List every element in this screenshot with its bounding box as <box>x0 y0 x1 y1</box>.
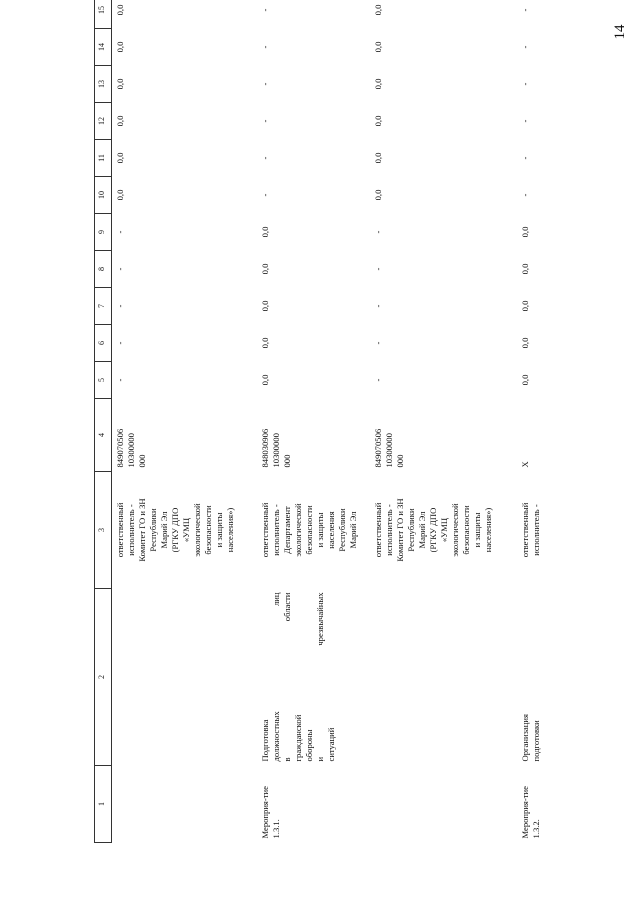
executor-line: безопасности <box>203 505 213 555</box>
table-header-row <box>95 0 112 843</box>
value-cell: - <box>260 193 270 197</box>
col-header-11: 11 <box>95 140 112 177</box>
value-cell: - <box>115 341 125 345</box>
event-name-cell <box>112 589 258 766</box>
value-cell: 0,0 <box>373 41 383 53</box>
value-cell: 0,0 <box>520 263 530 275</box>
executor-cell <box>257 472 370 589</box>
value-cell: - <box>115 267 125 271</box>
value-cell: 0,0 <box>520 337 530 349</box>
executor-line: Комитет ГО и ЗН <box>137 498 147 562</box>
value-cell: - <box>520 193 530 197</box>
budget-code-cell <box>257 399 370 472</box>
value-cell: 0,0 <box>520 226 530 238</box>
value-cell: - <box>373 304 383 308</box>
value-cell: 0,0 <box>260 374 270 386</box>
event-name-line: и чрезвычайных <box>315 592 325 762</box>
event-name-line: подготовки <box>531 720 541 762</box>
executor-line: «УМЦ <box>181 517 191 543</box>
value-cell: 0,0 <box>260 337 270 349</box>
col-header-15: 15 <box>95 0 112 29</box>
value-cell: - <box>260 156 270 160</box>
executor-line: Республики <box>337 508 347 552</box>
budget-code-line: 848030906 <box>260 428 270 468</box>
table-row <box>517 0 560 843</box>
value-cell: - <box>260 119 270 123</box>
executor-cell <box>517 472 560 589</box>
executor-line: Марий Эл <box>159 511 169 549</box>
col-header-8: 8 <box>95 251 112 288</box>
event-name-cell <box>517 589 560 766</box>
value-cell: 0,0 <box>115 78 125 90</box>
value-cell: - <box>520 82 530 86</box>
value-cell: - <box>520 8 530 12</box>
col-header-10: 10 <box>95 177 112 214</box>
executor-line: населения <box>326 511 336 549</box>
col-header-13: 13 <box>95 66 112 103</box>
event-name-line: должностных лиц <box>271 592 281 762</box>
value-cell: 0,0 <box>373 152 383 164</box>
executor-line: Республики <box>406 508 416 552</box>
event-id-cell <box>370 766 517 843</box>
value-cell: 0,0 <box>260 226 270 238</box>
event-id-cell: Мероприя-тие 1.3.1. <box>260 786 281 839</box>
value-cell: - <box>260 82 270 86</box>
executor-line: (РГКУ ДПО <box>428 507 438 553</box>
table-body <box>112 0 561 843</box>
executor-line: экологической <box>192 503 202 557</box>
event-name-line: гражданской <box>293 714 303 762</box>
executor-line: исполнитель - <box>531 504 541 556</box>
table-row <box>257 0 370 843</box>
value-cell: 0,0 <box>520 374 530 386</box>
executor-line: безопасности <box>304 505 314 555</box>
executor-line: Марий Эл <box>417 511 427 549</box>
event-name-line: Организация <box>520 714 530 762</box>
executor-line: ответственный <box>115 502 125 558</box>
executor-line: исполнитель - <box>126 504 136 556</box>
executor-line: населения») <box>483 507 493 553</box>
value-cell: 0,0 <box>373 78 383 90</box>
value-cell: 0,0 <box>115 189 125 201</box>
col-header-5: 5 <box>95 362 112 399</box>
col-header-14: 14 <box>95 29 112 66</box>
event-name-line: обороны <box>304 729 314 762</box>
value-cell: - <box>373 378 383 382</box>
executor-line: Комитет ГО и ЗН <box>395 498 405 562</box>
event-id-cell: Мероприя-тие 1.3.2. <box>520 786 541 839</box>
col-header-12: 12 <box>95 103 112 140</box>
page-number: 14 <box>612 24 628 40</box>
executor-line: экологической <box>450 503 460 557</box>
executor-line: безопасности <box>461 505 471 555</box>
value-cell: 0,0 <box>260 263 270 275</box>
value-cell: - <box>520 156 530 160</box>
col-header-6: 6 <box>95 325 112 362</box>
value-cell: 0,0 <box>115 152 125 164</box>
budget-code-line: 849070506 <box>373 428 383 468</box>
value-cell: - <box>373 230 383 234</box>
executor-line: (РГКУ ДПО <box>170 507 180 553</box>
executor-line: Республики <box>148 508 158 552</box>
executor-line: Департамент <box>282 506 292 554</box>
budget-code-line: X <box>520 461 530 468</box>
event-name-cell <box>257 589 370 766</box>
budget-code-line: 000 <box>137 454 147 468</box>
value-cell: - <box>373 267 383 271</box>
table-row <box>370 0 517 843</box>
executor-line: Марий Эл <box>348 511 358 549</box>
budget-code-line: 10300000 <box>271 433 281 468</box>
col-header-3: 3 <box>95 472 112 589</box>
executor-line: и защиты <box>315 512 325 548</box>
executor-cell <box>370 472 517 589</box>
value-cell: - <box>115 304 125 308</box>
executor-line: исполнитель - <box>271 504 281 556</box>
value-cell: - <box>115 230 125 234</box>
executor-line: населения») <box>225 507 235 553</box>
value-cell: - <box>520 45 530 49</box>
budget-code-line: 10300000 <box>384 433 394 468</box>
value-cell: 0,0 <box>520 300 530 312</box>
event-id-cell <box>112 766 258 843</box>
budget-table <box>94 0 560 843</box>
value-cell: - <box>115 378 125 382</box>
value-cell: 0,0 <box>373 115 383 127</box>
executor-line: исполнитель - <box>384 504 394 556</box>
budget-code-cell <box>112 399 258 472</box>
value-cell: - <box>260 45 270 49</box>
value-cell: - <box>260 8 270 12</box>
executor-cell <box>112 472 258 589</box>
event-name-cell <box>370 589 517 766</box>
col-header-2: 2 <box>95 589 112 766</box>
budget-code-line: 10300000 <box>126 433 136 468</box>
budget-code-cell <box>517 399 560 472</box>
value-cell: 0,0 <box>373 4 383 16</box>
value-cell: 0,0 <box>115 115 125 127</box>
event-name-line: Подготовка <box>260 719 270 762</box>
col-header-7: 7 <box>95 288 112 325</box>
value-cell: - <box>373 341 383 345</box>
executor-line: «УМЦ <box>439 517 449 543</box>
executor-line: ответственный <box>373 502 383 558</box>
budget-code-line: 000 <box>395 454 405 468</box>
value-cell: 0,0 <box>115 41 125 53</box>
value-cell: - <box>520 119 530 123</box>
col-header-1: 1 <box>95 766 112 843</box>
col-header-4: 4 <box>95 399 112 472</box>
executor-line: и защиты <box>214 512 224 548</box>
executor-line: и защиты <box>472 512 482 548</box>
executor-line: ответственный <box>520 502 530 558</box>
value-cell: 0,0 <box>373 189 383 201</box>
rotated-table-sheet <box>94 4 636 843</box>
budget-code-line: 849070506 <box>115 428 125 468</box>
col-header-9: 9 <box>95 214 112 251</box>
event-name-line: ситуаций <box>326 727 336 762</box>
value-cell: 0,0 <box>260 300 270 312</box>
executor-line: ответственный <box>260 502 270 558</box>
table-row <box>112 0 258 843</box>
budget-code-line: 000 <box>282 454 292 468</box>
budget-code-cell <box>370 399 517 472</box>
event-name-line: в области <box>282 592 292 762</box>
value-cell: 0,0 <box>115 4 125 16</box>
executor-line: экологической <box>293 503 303 557</box>
